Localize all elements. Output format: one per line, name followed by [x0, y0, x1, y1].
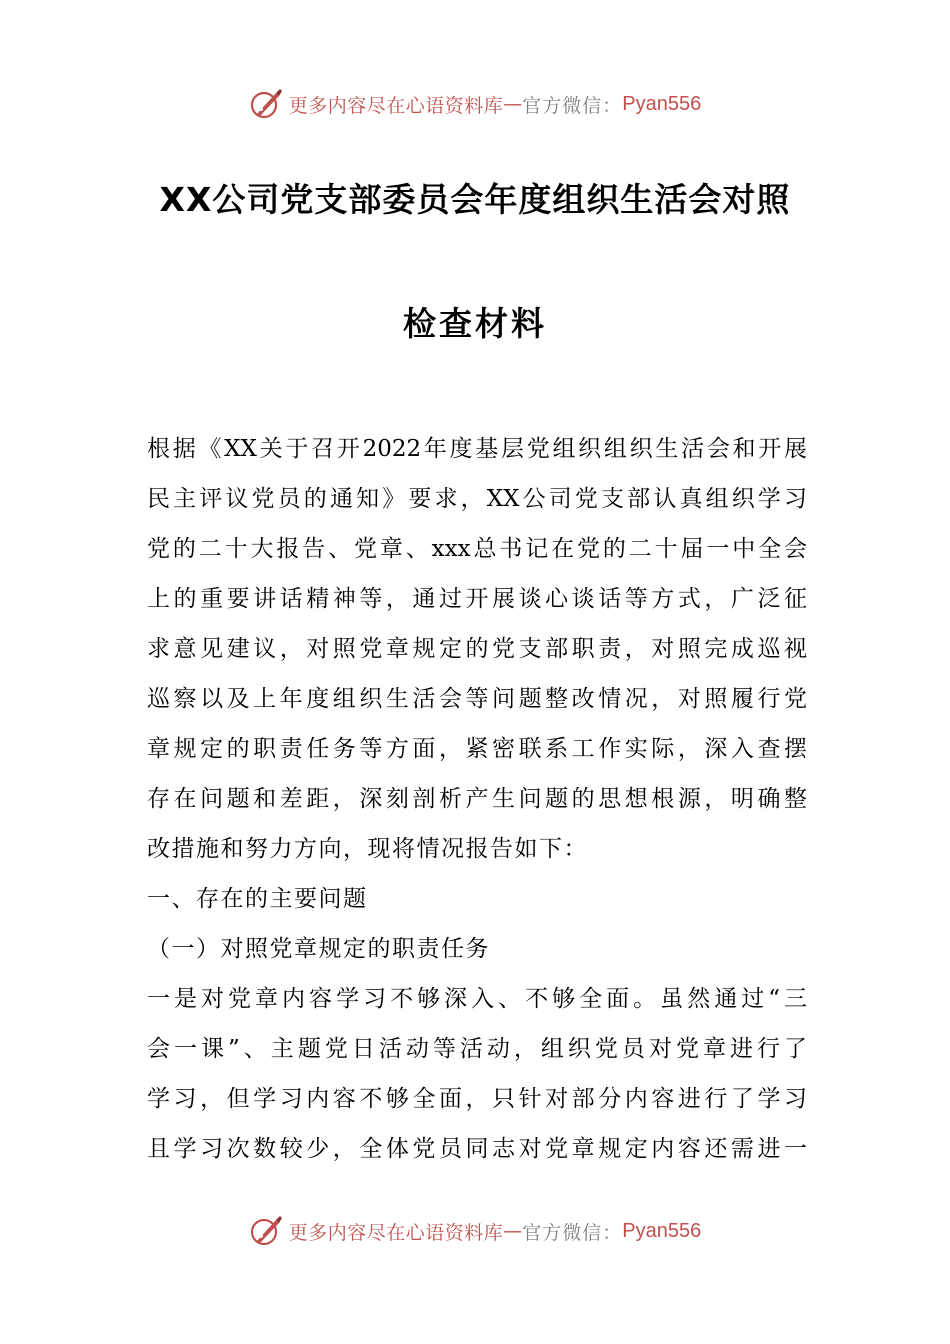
pen-logo-icon — [249, 87, 283, 121]
body-line: 民主评议党员的通知》要求，XX公司党支部认真组织学习 — [147, 486, 807, 512]
body-line: 上的重要讲话精神等，通过开展谈心谈话等方式，广泛征 — [147, 586, 807, 612]
watermark-text: 更多内容尽在心语资料库 — [288, 94, 504, 117]
pen-logo-icon — [249, 1214, 283, 1248]
document-body — [147, 424, 807, 1174]
body-line: 学习，但学习内容不够全面，只针对部分内容进行了学习 — [147, 1086, 807, 1112]
section-heading: 一、存在的主要问题 — [147, 886, 368, 912]
body-line: 章规定的职责任务等方面，紧密联系工作实际，深入查摆 — [147, 736, 807, 762]
body-line: 存在问题和差距，深刻剖析产生问题的思想根源，明确整 — [147, 786, 807, 812]
body-line: 党的二十大报告、党章、xxx总书记在党的二十届一中全会 — [147, 536, 807, 562]
watermark-label: 官方微信： — [522, 1221, 623, 1244]
body-line: 改措施和努力方向，现将情况报告如下： — [147, 836, 588, 862]
watermark-account: Pyan556 — [622, 92, 702, 115]
body-line: 一是对党章内容学习不够深入、不够全面。虽然通过“三 — [147, 986, 807, 1012]
body-line: 求意见建议，对照党章规定的党支部职责，对照完成巡视 — [147, 636, 807, 662]
document-title-line-2: 检查材料 — [403, 304, 547, 343]
watermark-dash: — — [503, 1220, 523, 1242]
footer-watermark — [0, 1211, 950, 1251]
body-line: 巡察以及上年度组织生活会等问题整改情况，对照履行党 — [147, 686, 807, 712]
body-line: 且学习次数较少，全体党员同志对党章规定内容还需进一 — [147, 1136, 807, 1162]
body-line: 根据《XX关于召开2022年度基层党组织组织生活会和开展 — [147, 436, 807, 462]
subsection-heading: （一）对照党章规定的职责任务 — [147, 936, 490, 962]
watermark-text: 更多内容尽在心语资料库 — [288, 1221, 504, 1244]
body-line: 会一课”、主题党日活动等活动，组织党员对党章进行了 — [147, 1036, 807, 1062]
watermark-account: Pyan556 — [622, 1219, 702, 1242]
watermark-dash: — — [503, 93, 523, 115]
watermark-label: 官方微信： — [522, 94, 623, 117]
document-title-line-1: XX公司党支部委员会年度组织生活会对照 — [159, 180, 791, 219]
header-watermark — [0, 84, 950, 124]
